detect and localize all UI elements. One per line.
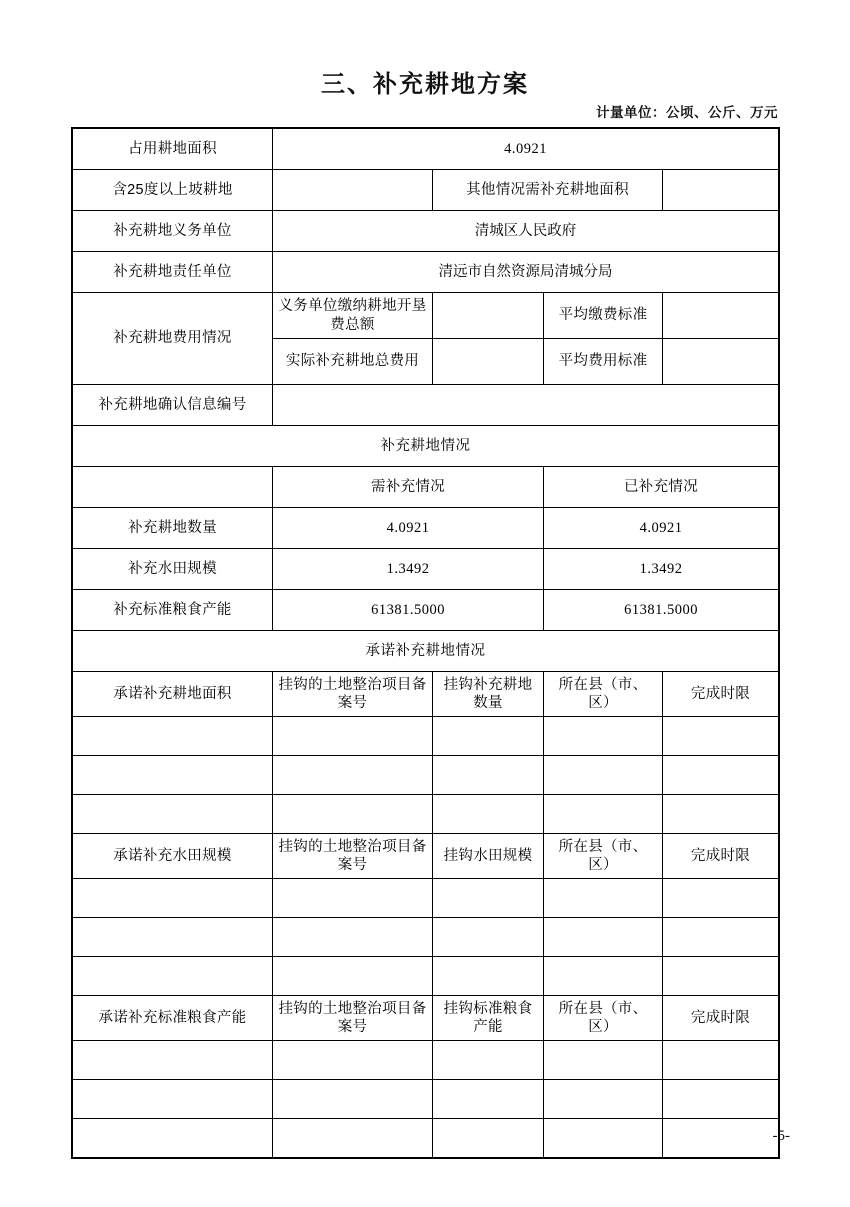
- table-row: [73, 426, 779, 467]
- promise-b2-r0-c4: [663, 1041, 779, 1080]
- supplement-row-label-header: [73, 467, 273, 508]
- table-row: [73, 211, 779, 252]
- promise-b0-header-2: 挂钩补充耕地数量: [433, 672, 544, 717]
- promise-b2-r0-c3: [544, 1041, 663, 1080]
- table-row: [73, 756, 779, 795]
- fee-standard-value-0: [663, 293, 779, 339]
- table-row: [73, 1119, 779, 1158]
- table-row: [73, 170, 779, 211]
- promise-section-title: 承诺补充耕地情况: [73, 631, 779, 672]
- supplement-paddy-label: 补充水田规模: [73, 549, 273, 590]
- supplement-grain-label: 补充标准粮食产能: [73, 590, 273, 631]
- promise-b0-r0-c0: [73, 717, 273, 756]
- supplement-grain-done: 61381.5000: [544, 590, 779, 631]
- table-row: [73, 717, 779, 756]
- promise-b2-r1-c0: [73, 1080, 273, 1119]
- promise-b1-r2-c2: [433, 957, 544, 996]
- duty-unit-label: 补充耕地义务单位: [73, 211, 273, 252]
- promise-b0-r2-c4: [663, 795, 779, 834]
- promise-b0-r1-c3: [544, 756, 663, 795]
- supplement-quantity-done: 4.0921: [544, 508, 779, 549]
- slope-farmland-label: 含25度以上坡耕地: [73, 170, 273, 211]
- supplement-grain-needed: 61381.5000: [273, 590, 544, 631]
- promise-b1-r2-c3: [544, 957, 663, 996]
- promise-b0-r0-c3: [544, 717, 663, 756]
- promise-b1-r1-c4: [663, 918, 779, 957]
- supplement-plan-table-wrapper: [72, 128, 778, 1158]
- table-row: [73, 252, 779, 293]
- fee-section-label: 补充耕地费用情况: [73, 293, 273, 385]
- promise-b2-r0-c0: [73, 1041, 273, 1080]
- promise-b2-r1-c2: [433, 1080, 544, 1119]
- promise-b1-r0-c1: [273, 879, 433, 918]
- fee-item-value-1: [433, 339, 544, 385]
- supplement-plan-table: [72, 128, 779, 1158]
- promise-b2-r1-c4: [663, 1080, 779, 1119]
- duty-unit-value: 清城区人民政府: [273, 211, 779, 252]
- promise-b0-r1-c1: [273, 756, 433, 795]
- page-title: 三、补充耕地方案: [321, 71, 529, 98]
- promise-b0-r1-c0: [73, 756, 273, 795]
- measurement-unit-note: 计量单位：公顷、公斤、万元: [596, 105, 778, 120]
- promise-b0-r2-c0: [73, 795, 273, 834]
- supplement-paddy-needed: 1.3492: [273, 549, 544, 590]
- fee-standard-label-0: 平均缴费标准: [544, 293, 663, 339]
- table-row: [73, 508, 779, 549]
- table-row: [73, 1041, 779, 1080]
- promise-b0-r0-c4: [663, 717, 779, 756]
- promise-b2-header-3: 所在县（市、区）: [544, 996, 663, 1041]
- table-row: [73, 1080, 779, 1119]
- promise-b2-header-1: 挂钩的土地整治项目备案号: [273, 996, 433, 1041]
- other-supplement-area-label: 其他情况需补充耕地面积: [433, 170, 663, 211]
- promise-b0-header-4: 完成时限: [663, 672, 779, 717]
- promise-b1-r0-c2: [433, 879, 544, 918]
- promise-b2-r2-c4: [663, 1119, 779, 1158]
- promise-b2-r2-c0: [73, 1119, 273, 1158]
- promise-b0-r0-c1: [273, 717, 433, 756]
- promise-b1-header-2: 挂钩水田规模: [433, 834, 544, 879]
- responsible-unit-value: 清远市自然资源局清城分局: [273, 252, 779, 293]
- fee-standard-label-1: 平均费用标准: [544, 339, 663, 385]
- promise-b1-header-3: 所在县（市、区）: [544, 834, 663, 879]
- promise-b2-r2-c3: [544, 1119, 663, 1158]
- responsible-unit-label: 补充耕地责任单位: [73, 252, 273, 293]
- promise-b0-header-3: 所在县（市、区）: [544, 672, 663, 717]
- table-row: [73, 879, 779, 918]
- promise-b1-header-0: 承诺补充水田规模: [73, 834, 273, 879]
- promise-b0-r1-c2: [433, 756, 544, 795]
- promise-b1-r0-c3: [544, 879, 663, 918]
- confirm-number-label: 补充耕地确认信息编号: [73, 385, 273, 426]
- table-row: [73, 385, 779, 426]
- supplement-quantity-needed: 4.0921: [273, 508, 544, 549]
- table-row: [73, 795, 779, 834]
- table-row: [73, 293, 779, 339]
- supplement-paddy-done: 1.3492: [544, 549, 779, 590]
- table-row: [73, 549, 779, 590]
- fee-item-value-0: [433, 293, 544, 339]
- fee-item-label-1: 实际补充耕地总费用: [273, 339, 433, 385]
- table-row: [73, 918, 779, 957]
- table-row: [73, 467, 779, 508]
- promise-b1-header-1: 挂钩的土地整治项目备案号: [273, 834, 433, 879]
- promise-b0-r2-c2: [433, 795, 544, 834]
- table-row: [73, 590, 779, 631]
- confirm-number-value: [273, 385, 779, 426]
- promise-b2-r2-c1: [273, 1119, 433, 1158]
- other-supplement-area-value: [663, 170, 779, 211]
- promise-b2-r2-c2: [433, 1119, 544, 1158]
- promise-b0-r0-c2: [433, 717, 544, 756]
- supplement-col-done: 已补充情况: [544, 467, 779, 508]
- promise-b0-header-1: 挂钩的土地整治项目备案号: [273, 672, 433, 717]
- promise-b2-header-0: 承诺补充标准粮食产能: [73, 996, 273, 1041]
- table-row: [73, 834, 779, 879]
- supplement-col-needed: 需补充情况: [273, 467, 544, 508]
- slope-farmland-value: [273, 170, 433, 211]
- table-row: [73, 631, 779, 672]
- occupied-area-label: 占用耕地面积: [73, 129, 273, 170]
- promise-b0-header-0: 承诺补充耕地面积: [73, 672, 273, 717]
- promise-b2-header-4: 完成时限: [663, 996, 779, 1041]
- promise-b1-r1-c1: [273, 918, 433, 957]
- promise-b1-r2-c4: [663, 957, 779, 996]
- occupied-area-value: 4.0921: [273, 129, 779, 170]
- promise-b2-r0-c2: [433, 1041, 544, 1080]
- promise-b1-header-4: 完成时限: [663, 834, 779, 879]
- promise-b2-r1-c3: [544, 1080, 663, 1119]
- page-number: -5-: [772, 1128, 790, 1144]
- promise-b1-r2-c0: [73, 957, 273, 996]
- promise-b1-r1-c3: [544, 918, 663, 957]
- fee-item-label-0: 义务单位缴纳耕地开垦费总额: [273, 293, 433, 339]
- promise-b1-r2-c1: [273, 957, 433, 996]
- table-row: [73, 957, 779, 996]
- table-row: [73, 129, 779, 170]
- table-row: [73, 996, 779, 1041]
- promise-b0-r2-c1: [273, 795, 433, 834]
- supplement-section-title: 补充耕地情况: [73, 426, 779, 467]
- table-row: [73, 672, 779, 717]
- promise-b1-r1-c2: [433, 918, 544, 957]
- promise-b0-r2-c3: [544, 795, 663, 834]
- fee-standard-value-1: [663, 339, 779, 385]
- promise-b1-r0-c0: [73, 879, 273, 918]
- promise-b2-r0-c1: [273, 1041, 433, 1080]
- promise-b2-header-2: 挂钩标准粮食产能: [433, 996, 544, 1041]
- promise-b1-r0-c4: [663, 879, 779, 918]
- promise-b0-r1-c4: [663, 756, 779, 795]
- supplement-quantity-label: 补充耕地数量: [73, 508, 273, 549]
- promise-b1-r1-c0: [73, 918, 273, 957]
- promise-b2-r1-c1: [273, 1080, 433, 1119]
